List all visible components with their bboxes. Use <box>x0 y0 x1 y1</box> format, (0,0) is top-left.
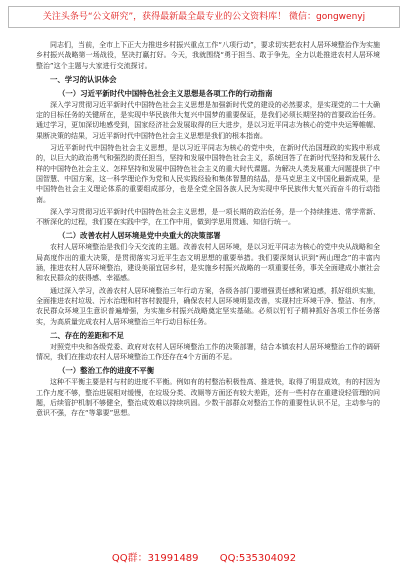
paragraph: 通过深入学习，改善农村人居环境整治三年行动方案，各级各部门要增强责任感和紧迫感，抓好组织实施，全面推进农村垃圾、污水治理和村容村貌提升，确保农村人居环境明显改善，实现村庄环境干净、整洁、有序，农民群众环境卫生意识普遍增强，为实施乡村振兴战略奠定坚实基础。必须以钉钉子精神抓好各项工作任务落实，为高质量完成农村人居环境整治三年行动目标任务。 <box>36 286 380 326</box>
subsection-heading-2-1: （一）整治工作的进度不平衡 <box>58 366 155 376</box>
section-heading-2: 二、存在的差距和不足 <box>50 330 124 340</box>
document-body <box>36 40 380 419</box>
qq-group-number: QQ群：31991489 <box>111 553 199 564</box>
promo-banner: 关注头条号“公文研究”，获得最新最全最专业的公文资料库！ 微信：gongwenyj <box>8 6 400 28</box>
paragraph: 对照党中央和各级党委、政府对农村人居环境整治工作的决策部署，结合本镇农村人居环境整治工作的调研情况，我们在推动农村人居环境整治工作还存在4个方面的不足。 <box>36 342 380 362</box>
paragraph: 习近平新时代中国特色社会主义思想，是以习近平同志为核心的党中央，在新时代治国理政的实践中形成的，以巨大的政治勇气和强烈的责任担当，坚持和发展中国特色社会主义，系统回答了在新时代坚持和发展什么样的中国特色社会主义、怎样坚持和发展中国特色社会主义的重大时代课题。为解决人类发展重大问题提供了中国智慧、中国方案，这一科学理论作为党和人民实践经验和集体智慧的结晶，是马克思主义中国化最新成果，是中国特色社会主义理论体系的重要组成部分，也是全党全国各族人民为实现中华民族伟大复兴而奋斗的行动指南。 <box>36 144 380 204</box>
subsection-heading-1-1: （一）习近平新时代中国特色社会主义思想是各项工作的行动指南 <box>58 88 273 98</box>
paragraph: 深入学习贯彻习近平新时代中国特色社会主义思想是加强新时代党的建设的必然要求，是实现党的二十大确定的目标任务的关键所在，是实现中华民族伟大复兴中国梦的重要保证，是我们必须长期坚持的首要政治任务。通过学习，更加深切地感受到，国家经济社会发展取得的巨大进步，是以习近平同志为核心的党中央运筹帷幄、果断决策的结果，习近平新时代中国特色社会主义思想是我们的根本指南。 <box>36 100 380 140</box>
intro-paragraph: 同志们，当前，全市上下正大力推进乡村振兴重点工作“八项行动”，要求切实把农村人居环境整治作为实施乡村振兴战略第一场战役，坚决打赢打好。今天，我就围绕“勇于担当、敢于争先，全力以赴推进农村人居环境整治”这个主题与大家进行交流探讨。 <box>36 41 380 70</box>
qq-number: QQ:535304092 <box>219 553 297 564</box>
section-heading-1: 一、学习的认识体会 <box>50 74 117 84</box>
contact-footer <box>0 551 408 567</box>
paragraph: 农村人居环境整治是我们今天交流的主题。改善农村人居环境，是以习近平同志为核心的党中央从战略和全局高度作出的重大决策，是贯彻落实习近平生态文明思想的重要举措。我们要深刻认识到“两山理念”的丰富内涵，推进农村人居环境整治，建设美丽宜居乡村，是实施乡村振兴战略的一项重要任务，事关全面建成小康社会和农民群众的获得感、幸福感。 <box>36 243 380 283</box>
subsection-heading-1-2: （二）改善农村人居环境是党中央重大的决策部署 <box>58 231 221 241</box>
paragraph: 这种不平衡主要是村与村的进度不平衡。例如有的村整治积极性高、推进快，取得了明显成效，有的村因为工作力度不够，整治进展相对缓慢，在垃圾分类、改厕等方面还有较大差距，还有一些村存在重建设轻管理的问题，后续管护机制不够健全，整治成效难以持续巩固。少数干部群众对整治工作的重要性认识不足，主动参与的意识不强，存在“等靠要”思想。 <box>36 378 380 418</box>
paragraph: 深入学习贯彻习近平新时代中国特色社会主义思想，是一项长期的政治任务，是一个持续推进、常学常新、不断深化的过程，我们要在实践中学，在工作中用，做到学思用贯通、知信行统一。 <box>36 207 380 227</box>
